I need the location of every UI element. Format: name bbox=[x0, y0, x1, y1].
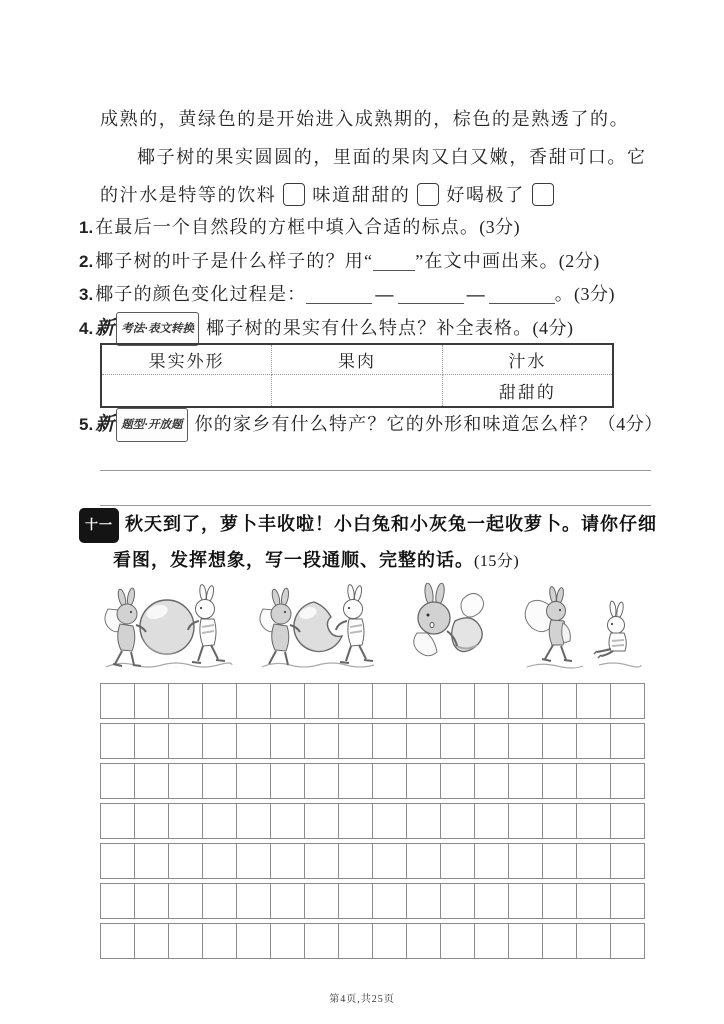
rabbits-carrying-whole-radish-illustration bbox=[100, 583, 235, 675]
question-score: (3分) bbox=[574, 284, 615, 304]
writing-grid-cell bbox=[475, 804, 509, 838]
writing-grid-cell bbox=[203, 804, 237, 838]
answer-line bbox=[100, 470, 651, 471]
writing-grid-cell bbox=[509, 804, 543, 838]
writing-grid-cell bbox=[169, 684, 203, 718]
writing-grid-cell bbox=[271, 844, 305, 878]
question-text: 椰子树的叶子是什么样子的？用“ bbox=[95, 251, 374, 271]
writing-grid-cell bbox=[509, 844, 543, 878]
answer-blank bbox=[306, 283, 372, 304]
writing-grid-cell bbox=[237, 924, 271, 958]
writing-grid-cell bbox=[577, 804, 611, 838]
writing-grid-cell bbox=[135, 884, 169, 918]
question-number: 2. bbox=[79, 252, 94, 271]
writing-grid-cell bbox=[339, 844, 373, 878]
writing-grid-cell bbox=[203, 844, 237, 878]
writing-grid-cell bbox=[407, 924, 441, 958]
writing-grid-cell bbox=[237, 804, 271, 838]
writing-grid-cell bbox=[169, 724, 203, 758]
writing-grid-cell bbox=[577, 724, 611, 758]
section-text: 秋天到了，萝卜丰收啦！小白兔和小灰兔一起收萝卜。请你仔细 bbox=[125, 514, 658, 534]
writing-grid-cell bbox=[441, 844, 475, 878]
writing-grid-cell bbox=[373, 804, 407, 838]
writing-grid-cell bbox=[135, 924, 169, 958]
answer-blank bbox=[489, 283, 555, 304]
writing-grid-cell bbox=[237, 884, 271, 918]
writing-grid-cell bbox=[509, 764, 543, 798]
rabbit-eating-radish-closeup-illustration bbox=[405, 583, 490, 675]
writing-grid-cell bbox=[373, 924, 407, 958]
writing-grid-row bbox=[100, 883, 645, 919]
writing-grid-cell bbox=[543, 764, 577, 798]
writing-grid-cell bbox=[611, 764, 644, 798]
table-cell bbox=[101, 375, 272, 408]
writing-grid-cell bbox=[271, 684, 305, 718]
writing-grid-cell bbox=[237, 724, 271, 758]
question-text: 在最后一个自然段的方框中填入合适的标点。 bbox=[95, 217, 480, 237]
writing-grid-cell bbox=[101, 884, 135, 918]
writing-grid bbox=[100, 683, 645, 963]
story-picture-strip bbox=[100, 583, 648, 675]
writing-grid-cell bbox=[305, 844, 339, 878]
writing-grid-row bbox=[100, 803, 645, 839]
writing-grid-cell bbox=[305, 724, 339, 758]
passage-text: 成熟的，黄绿色的是开始进入成熟期的，棕色的是熟透了的。 bbox=[100, 109, 630, 129]
writing-grid-cell bbox=[135, 684, 169, 718]
table-cell: 甜甜的 bbox=[442, 375, 613, 408]
rabbit-carrying-leaf-and-rabbit-sitting-illustration bbox=[513, 583, 648, 675]
answer-blank bbox=[398, 283, 464, 304]
question-number: 1. bbox=[79, 218, 94, 237]
writing-grid-row bbox=[100, 843, 645, 879]
question-type-badge: 考法·表文转换 bbox=[116, 312, 199, 346]
new-question-label: 新 bbox=[95, 414, 115, 435]
section-score: (15分) bbox=[474, 553, 520, 570]
writing-grid-cell bbox=[441, 884, 475, 918]
writing-grid-cell bbox=[305, 684, 339, 718]
writing-grid-cell bbox=[169, 804, 203, 838]
writing-grid-cell bbox=[271, 804, 305, 838]
question-text: 你的家乡有什么特产？它的外形和味道怎么样？ bbox=[194, 414, 598, 434]
writing-grid-cell bbox=[339, 804, 373, 838]
writing-grid-cell bbox=[271, 764, 305, 798]
writing-grid-cell bbox=[543, 684, 577, 718]
writing-grid-cell bbox=[339, 724, 373, 758]
question-text: 椰子的颜色变化过程是： bbox=[95, 284, 307, 304]
new-question-label: 新 bbox=[95, 318, 115, 339]
writing-grid-cell bbox=[577, 924, 611, 958]
writing-grid-cell bbox=[475, 924, 509, 958]
question-text: ”在文中画出来。 bbox=[415, 251, 559, 271]
writing-grid-cell bbox=[373, 884, 407, 918]
writing-grid-cell bbox=[543, 804, 577, 838]
answer-blank bbox=[373, 250, 415, 271]
table-header-cell: 汁水 bbox=[442, 344, 613, 375]
passage-text: 好喝极了 bbox=[446, 185, 525, 205]
writing-grid-cell bbox=[271, 924, 305, 958]
writing-grid-cell bbox=[543, 884, 577, 918]
table-row bbox=[101, 375, 613, 408]
question-2 bbox=[79, 246, 600, 276]
writing-grid-cell bbox=[203, 924, 237, 958]
question-text: 椰子树的果实有什么特点？补全表格。 bbox=[206, 318, 533, 338]
writing-grid-cell bbox=[373, 724, 407, 758]
writing-grid-cell bbox=[441, 724, 475, 758]
writing-grid-cell bbox=[135, 764, 169, 798]
punctuation-box bbox=[283, 183, 305, 206]
writing-grid-cell bbox=[577, 884, 611, 918]
writing-grid-cell bbox=[339, 924, 373, 958]
writing-grid-cell bbox=[611, 684, 644, 718]
fill-in-table bbox=[100, 343, 614, 408]
writing-grid-cell bbox=[101, 764, 135, 798]
question-4 bbox=[79, 312, 573, 342]
punctuation-box bbox=[532, 183, 554, 206]
writing-grid-cell bbox=[577, 684, 611, 718]
writing-grid-row bbox=[100, 723, 645, 759]
writing-grid-cell bbox=[407, 844, 441, 878]
writing-grid-cell bbox=[339, 684, 373, 718]
writing-grid-cell bbox=[237, 684, 271, 718]
writing-grid-cell bbox=[577, 844, 611, 878]
writing-grid-cell bbox=[101, 724, 135, 758]
writing-grid-cell bbox=[271, 724, 305, 758]
section-text: 看图，发挥想象，写一段通顺、完整的话。 bbox=[113, 550, 474, 570]
arrow-dash: — bbox=[375, 284, 395, 304]
question-type-badge: 题型·开放题 bbox=[116, 408, 187, 442]
passage-line-1 bbox=[100, 100, 660, 138]
answer-line bbox=[100, 505, 651, 506]
writing-grid-cell bbox=[339, 764, 373, 798]
rabbits-carrying-bitten-radish-illustration bbox=[258, 583, 383, 675]
writing-grid-cell bbox=[407, 764, 441, 798]
punctuation-box bbox=[417, 183, 439, 206]
question-number: 4. bbox=[79, 319, 94, 338]
question-3 bbox=[79, 279, 615, 309]
writing-grid-cell bbox=[611, 804, 644, 838]
question-number: 5. bbox=[79, 415, 94, 434]
writing-grid-cell bbox=[611, 924, 644, 958]
writing-grid-cell bbox=[305, 884, 339, 918]
writing-grid-cell bbox=[441, 924, 475, 958]
passage-text: 的汁水是特等的饮料 bbox=[100, 185, 277, 205]
section-number-badge: 十一 bbox=[79, 508, 119, 543]
writing-grid-cell bbox=[577, 764, 611, 798]
writing-grid-cell bbox=[475, 844, 509, 878]
table-cell bbox=[272, 375, 443, 408]
writing-grid-cell bbox=[373, 684, 407, 718]
writing-grid-cell bbox=[203, 724, 237, 758]
writing-grid-cell bbox=[169, 884, 203, 918]
writing-grid-cell bbox=[203, 884, 237, 918]
question-1 bbox=[79, 212, 520, 242]
writing-grid-row bbox=[100, 923, 645, 959]
writing-grid-cell bbox=[543, 924, 577, 958]
question-score: (3分) bbox=[479, 217, 521, 237]
writing-grid-cell bbox=[543, 844, 577, 878]
writing-grid-cell bbox=[373, 844, 407, 878]
question-5 bbox=[79, 408, 663, 438]
passage-line-2 bbox=[100, 138, 660, 176]
question-number: 3. bbox=[79, 285, 94, 304]
table-header-row bbox=[101, 344, 613, 375]
writing-grid-cell bbox=[237, 764, 271, 798]
section-eleven-line-1 bbox=[79, 508, 657, 538]
writing-grid-cell bbox=[475, 684, 509, 718]
writing-grid-cell bbox=[407, 804, 441, 838]
writing-grid-cell bbox=[101, 804, 135, 838]
writing-grid-cell bbox=[203, 684, 237, 718]
question-score: (2分) bbox=[558, 251, 600, 271]
question-score: (4分) bbox=[532, 318, 574, 338]
writing-grid-row bbox=[100, 763, 645, 799]
writing-grid-cell bbox=[441, 764, 475, 798]
writing-grid-row bbox=[100, 683, 645, 719]
writing-grid-cell bbox=[611, 884, 644, 918]
writing-grid-cell bbox=[305, 804, 339, 838]
writing-grid-cell bbox=[373, 764, 407, 798]
passage-text: 味道甜甜的 bbox=[312, 185, 411, 205]
writing-grid-cell bbox=[101, 684, 135, 718]
writing-grid-cell bbox=[407, 684, 441, 718]
writing-grid-cell bbox=[237, 844, 271, 878]
writing-grid-cell bbox=[135, 804, 169, 838]
writing-grid-cell bbox=[169, 764, 203, 798]
writing-grid-cell bbox=[339, 884, 373, 918]
writing-grid-cell bbox=[407, 724, 441, 758]
writing-grid-cell bbox=[271, 884, 305, 918]
passage-line-3 bbox=[100, 176, 660, 214]
section-eleven-line-2 bbox=[113, 545, 519, 575]
table-header-cell: 果实外形 bbox=[101, 344, 272, 375]
writing-grid-cell bbox=[543, 724, 577, 758]
writing-grid-cell bbox=[441, 804, 475, 838]
writing-grid-cell bbox=[203, 764, 237, 798]
writing-grid-cell bbox=[135, 724, 169, 758]
writing-grid-cell bbox=[169, 844, 203, 878]
writing-grid-cell bbox=[169, 924, 203, 958]
writing-grid-cell bbox=[611, 844, 644, 878]
writing-grid-cell bbox=[305, 924, 339, 958]
writing-grid-cell bbox=[509, 924, 543, 958]
passage-text: 椰子树的果实圆圆的，里面的果肉又白又嫩，香甜可口。它 bbox=[137, 147, 647, 167]
writing-grid-cell bbox=[101, 924, 135, 958]
writing-grid-cell bbox=[135, 844, 169, 878]
writing-grid-cell bbox=[101, 844, 135, 878]
writing-grid-cell bbox=[475, 884, 509, 918]
table-header-cell: 果肉 bbox=[272, 344, 443, 375]
writing-grid-cell bbox=[509, 684, 543, 718]
writing-grid-cell bbox=[475, 724, 509, 758]
writing-grid-cell bbox=[509, 724, 543, 758]
page-footer: 第4页,共25页 bbox=[329, 994, 395, 1005]
writing-grid-cell bbox=[305, 764, 339, 798]
question-text: 。 bbox=[554, 284, 574, 304]
writing-grid-cell bbox=[509, 884, 543, 918]
writing-grid-cell bbox=[611, 724, 644, 758]
writing-grid-cell bbox=[441, 684, 475, 718]
arrow-dash: — bbox=[466, 284, 486, 304]
writing-grid-cell bbox=[475, 764, 509, 798]
writing-grid-cell bbox=[407, 884, 441, 918]
question-score: （4分） bbox=[597, 414, 663, 434]
